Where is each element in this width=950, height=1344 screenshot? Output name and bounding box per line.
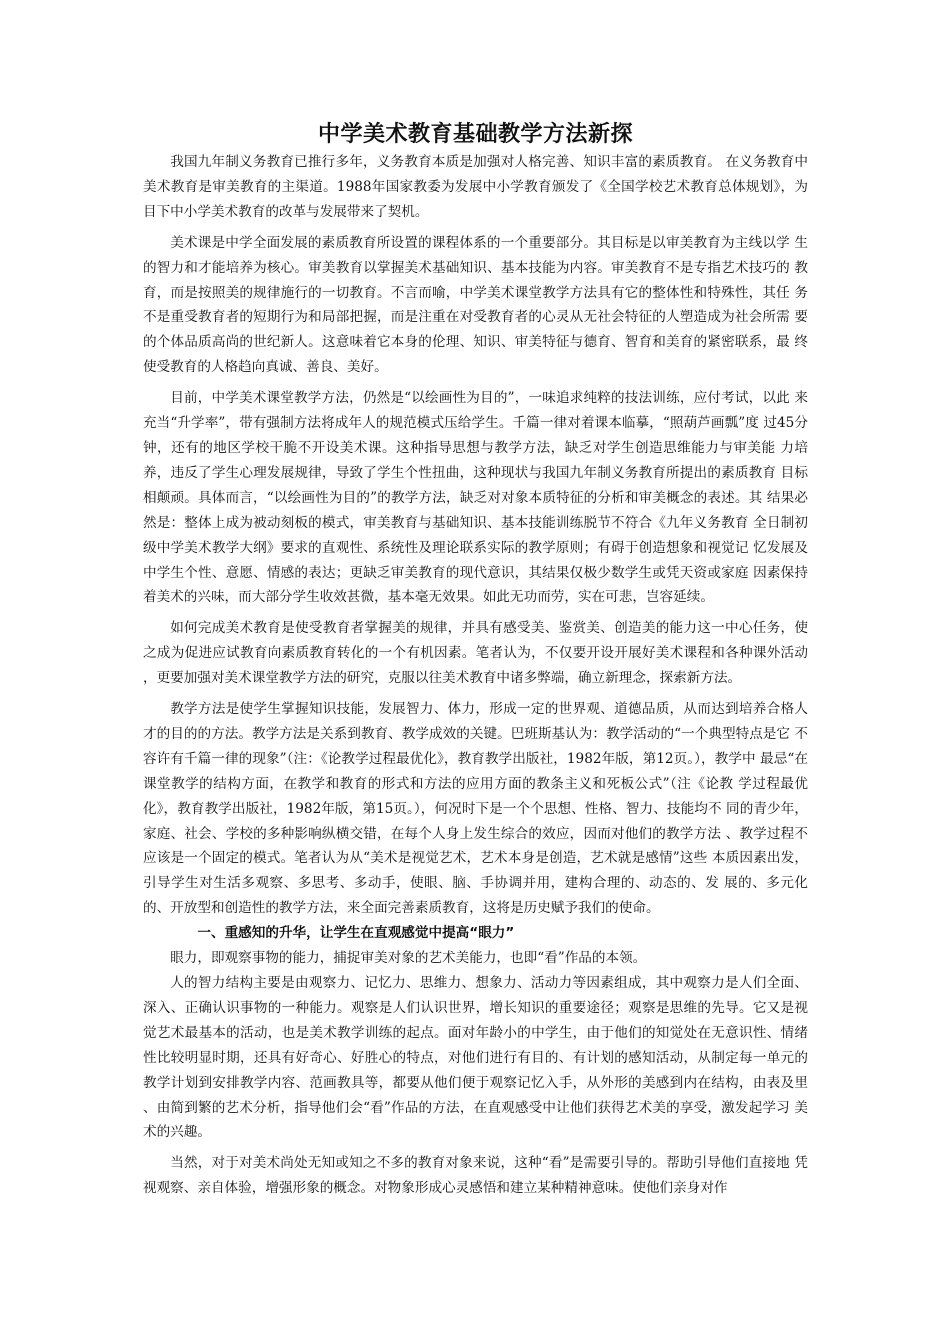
- paragraph-eyesight-definition: 眼力，即观察事物的能力，捕捉审美对象的艺术美能力，也即“看”作品的本领。: [170, 950, 647, 967]
- paragraph-intro: 我国九年制义务教育已推行多年，义务教育本质是加强对人格完善、知识丰富的素质教育。 在义务教育中 美术教育是审美教育的主渠道。1988年国家教委为发展中小学教育颁发了《全国学校艺术教育总体规划》，为 目下中小学美术教育的改革与发展带来了契机。: [143, 154, 808, 220]
- paragraph-central-task: 如何完成美术教育是使受教育者掌握美的规律，并具有感受美、鉴赏美、创造美的能力这一中心任务，使 之成为促进应试教育向素质教育转化的一个有机因素。笔者认为，不仅要开设开展好美术课程和各种课外活动 ，更要加强对美术课堂教学方法的研究，克服以往美术教育中诸多弊端，确立新理念，探索新方法。: [143, 620, 808, 687]
- document-title: 中学美术教育基础教学方法新探: [317, 122, 633, 147]
- paragraph-teaching-method: 教学方法是使学生掌握知识技能，发展智力、体力，形成一定的世界观、道德品质，从而达到培养合格人 才的目的的方法。教学方法是关系到教育、教学成效的关键。巴班斯基认为：教学活动的“一个典型特点是它 不容许有千篇一律的现象”（注：《论教学过程最优化》，教育教学出版社，1982年版，第12页。），教学中 最忌“在课堂教学的结构方面，在教学和教育的形式和方法的应用方面的教条主义和死板公式”（注《论教 学过程最优化》，教育教学出版社，1982年版，第15页。），何况时下是一个个思想、性格、智力、技能均不 同的青少年，家庭、社会、学校的多种影响纵横交错，在每个人身上发生综合的效应，因而对他们的教学方法 、教学过程不应该是一个固定的模式。笔者认为从“美术是视觉艺术，艺术本身是创造，艺术就是感情”这些 本质因素出发，引导学生对生活多观察、多思考、多动手，使眼、脑、手协调并用，建构合理的、动态的、发 展的、多元化的、开放型和创造性的教学方法，来全面完善素质教育，这将是历史赋予我们的使命。: [143, 701, 808, 917]
- paragraph-guidance: 当然，对于对美术尚处无知或知之不多的教育对象来说，这种“看”是需要引导的。帮助引导他们直接地 凭视观察、亲自体验，增强形象的概念。对物象形成心灵感悟和建立某种精神意味。使他们亲身对作: [143, 1155, 808, 1197]
- paragraph-current-situation: 目前，中学美术课堂教学方法，仍然是“以绘画性为目的”，一味追求纯粹的技法训练，应付考试，以此 来充当“升学率”，带有强制方法将成年人的规范模式压给学生。千篇一律对着课本临摹，“照葫芦画瓢”度 过45分钟，还有的地区学校干脆不开设美术课。这种指导思想与教学方法，缺乏对学生创造思维能力与审美能 力培养，违反了学生心理发展规律，导致了学生个性扭曲，这种现状与我国九年制义务教育所提出的素质教育 目标相颠顽。具体而言，“以绘画性为目的”的教学方法，缺乏对对象本质特征的分析和审美概念的表述。其 结果必然是：整体上成为被动刻板的模式，审美教育与基础知识、基本技能训练脱节不符合《九年义务教育 全日制初级中学美术教学大纲》要求的直观性、系统性及理论联系实际的教学原则；有碍于创造想象和视觉记 忆发展及中学生个性、意愿、情感的表达；更缺乏审美教育的现代意识，其结果仅极少数学生或凭天资或家庭 因素保持着美术的兴味，而大部分学生收效甚微，基本毫无效果。如此无功而劳，实在可悲，岂容延续。: [143, 390, 808, 606]
- document-page: [143, 120, 808, 1201]
- section-heading: 一、重感知的升华，让学生在直观感觉中提高“眼力”: [197, 925, 515, 942]
- paragraph-observation: 人的智力结构主要是由观察力、记忆力、思维力、想象力、活动力等因素组成，其中观察力是人们全面、深入、正确认识事物的一种能力。观察是人们认识世界，增长知识的重要途径；观察是思维的先导。它又是视 觉艺术最基本的活动，也是美术教学训练的起点。面对年龄小的中学生，由于他们的知觉处在无意识性、情绪 性比较明显时期，还具有好奇心、好胜心的特点，对他们进行有目的、有计划的感知活动，从制定每一单元的 教学计划到安排教学内容、范画教具等，都要从他们便于观察记忆入手，从外形的美感到内在结构，由表及里 、由简到繁的艺术分析，指导他们会“看”作品的方法，在直观感受中让他们获得艺术美的享受，激发起学习 美术的兴趣。: [143, 975, 808, 1141]
- paragraph-course-goal: 美术课是中学全面发展的素质教育所设置的课程体系的一个重要部分。其目标是以审美教育为主线以学 生的智力和才能培养为核心。审美教育以掌握美术基础知识、基本技能为内容。审美教育不是专指艺术技巧的 教育，而是按照美的规律施行的一切教育。不言而喻，中学美术课堂教学方法具有它的整体性和特殊性，其任 务不是重受教育者的短期行为和局部把握，而是注重在对受教育者的心灵从无社会特征的人塑造成为社会所需 要的个体品质高尚的世纪新人。这意味着它本身的伦理、知识、审美特征与德育、智育和美育的紧密联系，最 终使受教育的人格趋向真诚、善良、美好。: [143, 234, 808, 376]
